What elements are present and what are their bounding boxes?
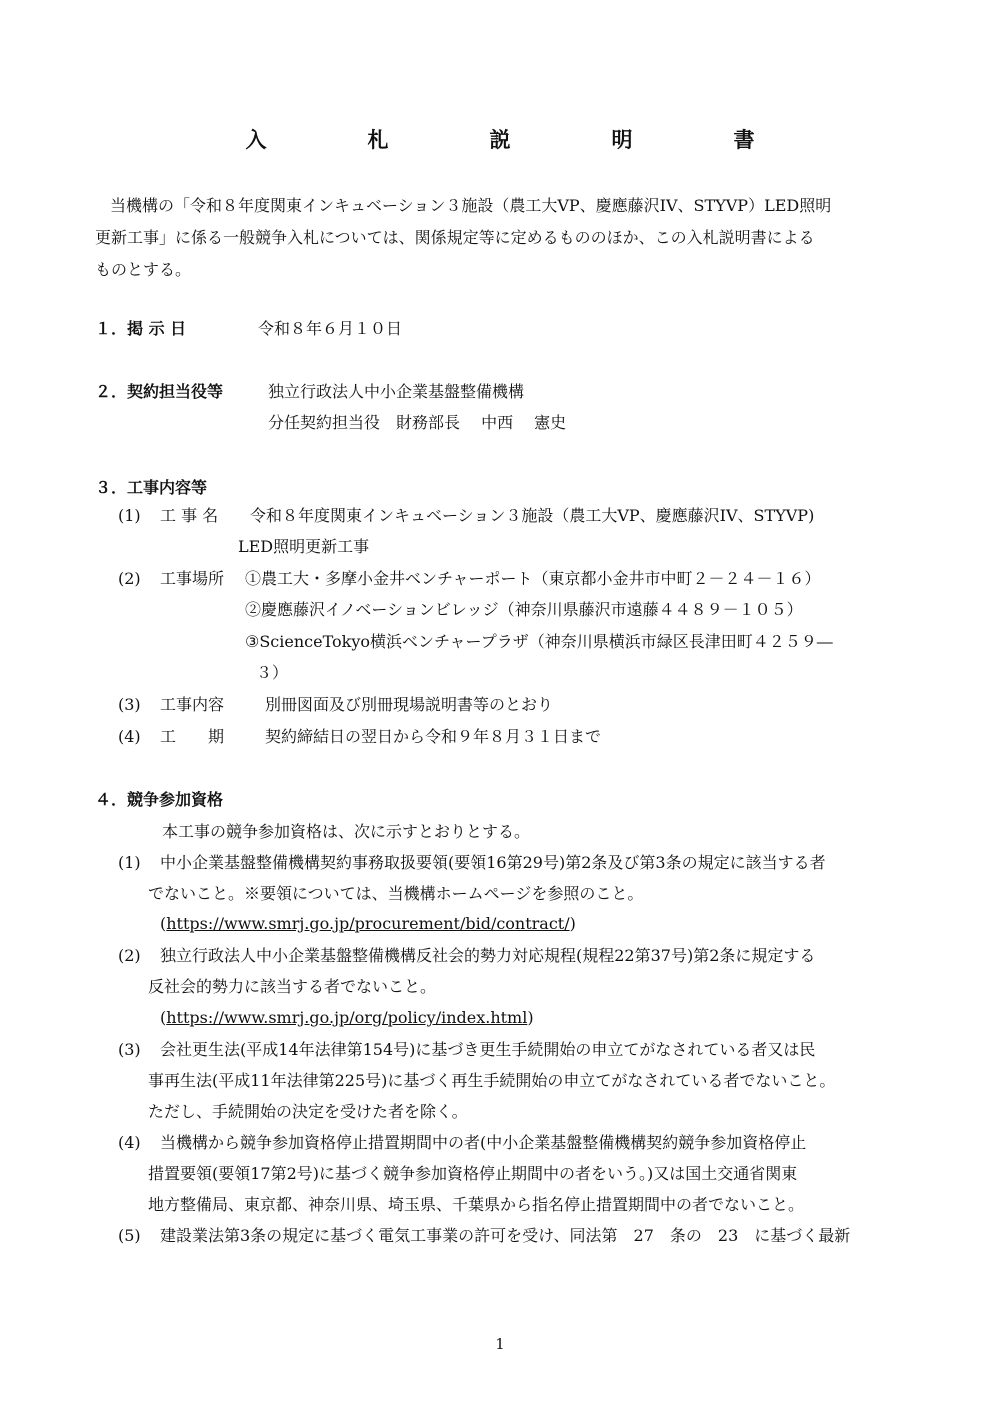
- s3-item-3-value: 別冊図面及び別冊現場説明書等のとおり: [265, 695, 554, 714]
- s3-item-1-num: (1): [118, 506, 141, 525]
- site-3-cont: ３）: [256, 663, 289, 682]
- s3-item-3-label: 工事内容: [160, 695, 225, 714]
- s4-item-3-line-1: 会社更生法(平成14年法律第154号)に基づき更生手続開始の申立てがなされている者又は民: [160, 1040, 816, 1059]
- s4-item-2-line-1: 独立行政法人中小企業基盤整備機構反社会的勢力対応規程(規程22第37号)第2条に規定する: [160, 946, 816, 965]
- s3-item-4-value: 契約締結日の翌日から令和９年８月３１日まで: [265, 727, 602, 746]
- s4-item-1-line-2: でないこと。※要領については、当機構ホームページを参照のこと。: [148, 884, 644, 903]
- site-1: ①農工大・多摩小金井ベンチャーポート（東京都小金井市中町２－２４－１６）: [245, 569, 821, 588]
- s4-item-1-num: (1): [118, 853, 141, 872]
- s4-item-3-num: (3): [118, 1040, 141, 1059]
- site-3: ③ScienceTokyo横浜ベンチャープラザ（神奈川県横浜市緑区長津田町４２５９―: [245, 632, 833, 651]
- contract-rules-link[interactable]: https://www.smrj.go.jp/procurement/bid/contract/: [166, 914, 570, 933]
- intro-line-2: 更新工事」に係る一般競争入札については、関係規定等に定めるもののほか、この入札説明書による: [95, 228, 815, 247]
- section-2-heading: ２．契約担当役等: [95, 382, 224, 401]
- document-title: 入 札 説 明 書: [245, 127, 795, 152]
- s4-item-4-line-3: 地方整備局、東京都、神奈川県、埼玉県、千葉県から指名停止措置期間中の者でないこと。: [148, 1195, 805, 1214]
- section-4-heading: ４．競争参加資格: [95, 790, 224, 809]
- contract-officer: 分任契約担当役 財務部長 中西 憲史: [268, 413, 567, 432]
- s4-item-1-url-line: [160, 914, 576, 934]
- s4-item-2-url-line: [160, 1008, 534, 1028]
- s4-item-4-line-2: 措置要領(要領17第2号)に基づく競争参加資格停止期間中の者をいう。)又は国土交通省関東: [148, 1164, 798, 1183]
- s4-item-1-line-1: 中小企業基盤整備機構契約事務取扱要領(要領16第29号)第2条及び第3条の規定に該当する者: [160, 853, 826, 872]
- s3-item-1-line-2: LED照明更新工事: [238, 537, 370, 556]
- s4-intro: 本工事の競争参加資格は、次に示すとおりとする。: [162, 822, 531, 841]
- s4-item-5-num: (5): [118, 1226, 141, 1245]
- s4-item-3-line-3: ただし、手続開始の決定を受けた者を除く。: [148, 1102, 468, 1121]
- section-1-heading: １．掲 示 日: [95, 319, 187, 338]
- s3-item-2-num: (2): [118, 569, 141, 588]
- s3-item-4-label: 工 期: [160, 727, 225, 746]
- s4-item-4-line-1: 当機構から競争参加資格停止措置期間中の者(中小企業基盤整備機構契約競争参加資格停止: [160, 1133, 807, 1152]
- page-number: 1: [495, 1335, 505, 1353]
- intro-line-3: ものとする。: [95, 260, 192, 279]
- s3-item-3-num: (3): [118, 695, 141, 714]
- s3-item-1-label: 工 事 名: [160, 506, 219, 525]
- s3-item-2-label: 工事場所: [160, 569, 225, 588]
- paren-close: ): [569, 914, 576, 933]
- s4-item-2-num: (2): [118, 946, 141, 965]
- site-2: ②慶應藤沢イノベーションビレッジ（神奈川県藤沢市遠藤４４８９－１０５）: [245, 600, 803, 619]
- s4-item-5-line-1: 建設業法第3条の規定に基づく電気工事業の許可を受け、同法第 27 条の 23 に基づく最新: [160, 1226, 851, 1245]
- s4-item-3-line-2: 事再生法(平成11年法律第225号)に基づく再生手続開始の申立てがなされている者でないこと。: [148, 1071, 836, 1090]
- posting-date: 令和８年６月１０日: [258, 319, 403, 338]
- s4-item-2-line-2: 反社会的勢力に該当する者でないこと。: [148, 977, 437, 996]
- policy-link[interactable]: https://www.smrj.go.jp/org/policy/index.html: [166, 1008, 528, 1027]
- paren-close: ): [527, 1008, 534, 1027]
- s4-item-4-num: (4): [118, 1133, 141, 1152]
- section-3-heading: ３．工事内容等: [95, 478, 208, 497]
- s3-item-1-line-1: 令和８年度関東インキュベーション３施設（農工大VP、慶應藤沢IV、STYVP): [250, 506, 815, 525]
- paren-open: (: [160, 914, 167, 933]
- contract-org: 独立行政法人中小企業基盤整備機構: [268, 382, 525, 401]
- s3-item-4-num: (4): [118, 727, 141, 746]
- paren-open: (: [160, 1008, 167, 1027]
- intro-line-1: 当機構の「令和８年度関東インキュベーション３施設（農工大VP、慶應藤沢IV、STYVP）LED照明: [110, 196, 832, 215]
